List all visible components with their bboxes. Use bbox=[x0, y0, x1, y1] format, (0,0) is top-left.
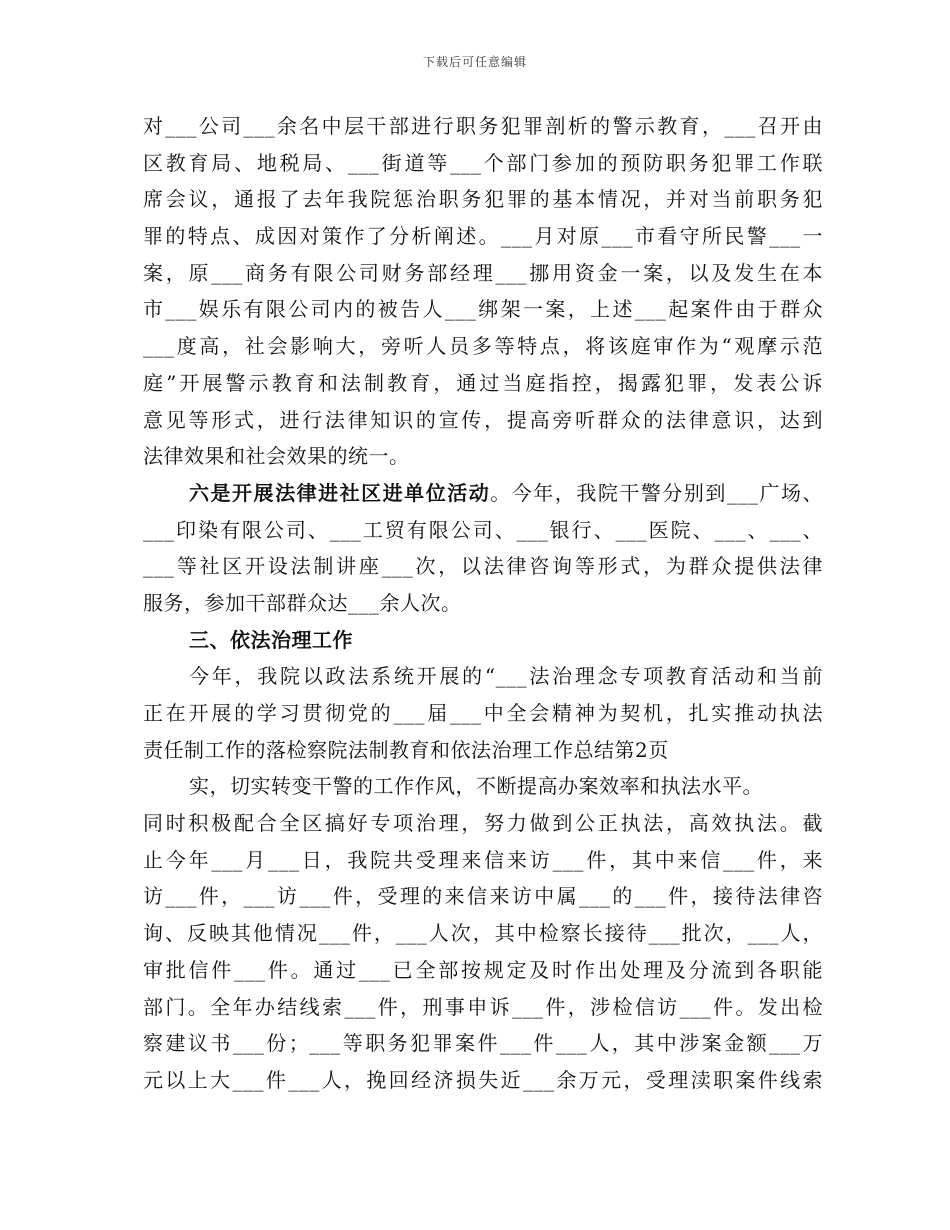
text-line: 实，切实转变干警的工作作风，不断提高办案效率和执法水平。 bbox=[189, 774, 763, 799]
text-line: 询、反映其他情况___件，___人次，其中检察长接待___批次，___人， bbox=[143, 921, 823, 946]
text-line: 席会议，通报了去年我院惩治职务犯罪的基本情况，并对当前职务犯 bbox=[143, 187, 823, 212]
text-line: 今年，我院以政法系统开展的“___法治理念专项教育活动和当前 bbox=[189, 664, 823, 689]
text-line: ___等社区开设法制讲座___次，以法律咨询等形式，为群众提供法律 bbox=[143, 554, 823, 579]
paragraph-text: 。今年，我院干警分别到___广场、 bbox=[490, 480, 823, 505]
text-line: 服务，参加干部群众达___余人次。 bbox=[143, 590, 462, 615]
text-line: 察建议书___份；___等职务犯罪案件___件___人，其中涉案金额___万 bbox=[143, 1031, 823, 1056]
text-line: 罪的特点、成因对策作了分析阐述。___月对原___市看守所民警___一 bbox=[143, 224, 823, 249]
text-line: 元以上大___件___人，挽回经济损失近___余万元，受理渎职案件线索 bbox=[143, 1067, 823, 1092]
text-line: 意见等形式，进行法律知识的宣传，提高旁听群众的法律意识，达到 bbox=[143, 407, 823, 432]
paragraph-first-line bbox=[143, 475, 823, 512]
text-line: 庭”开展警示教育和法制教育，通过当庭指控，揭露犯罪，发表公诉 bbox=[143, 370, 823, 395]
text-line: 法律效果和社会效果的统一。 bbox=[143, 444, 410, 469]
text-line: ___度高，社会影响大，旁听人员多等特点，将该庭审作为“观摩示范 bbox=[143, 334, 823, 359]
text-line: 同时积极配合全区搞好专项治理，努力做到公正执法，高效执法。截 bbox=[143, 811, 823, 836]
text-line: 责任制工作的落检察院法制教育和依法治理工作总结第2页 bbox=[143, 737, 669, 762]
text-line: 案，原___商务有限公司财务部经理___挪用资金一案，以及发生在本 bbox=[143, 260, 823, 285]
text-line: 访___件，___访___件，受理的来信来访中属___的___件，接待法律咨 bbox=[143, 884, 823, 909]
section-heading: 三、依法治理工作 bbox=[189, 627, 353, 652]
body-text bbox=[143, 108, 823, 1099]
text-line: 止今年___月___日，我院共受理来信来访___件，其中来信___件，来 bbox=[143, 847, 823, 872]
text-line: ___印染有限公司、___工贸有限公司、___银行、___医院、___、___、 bbox=[143, 517, 823, 542]
paragraph-heading: 六是开展法律进社区进单位活动 bbox=[189, 480, 491, 505]
text-line: 审批信件___件。通过___已全部按规定及时作出处理及分流到各职能 bbox=[143, 957, 823, 982]
text-line: 区教育局、地税局、___街道等___个部门参加的预防职务犯罪工作联 bbox=[143, 150, 823, 175]
text-line: 部门。全年办结线索___件，刑事申诉___件，涉检信访___件。发出检 bbox=[143, 994, 823, 1019]
text-line: 正在开展的学习贯彻党的___届___中全会精神为契机，扎实推动执法 bbox=[143, 701, 823, 725]
page-header: 下载后可任意编辑 bbox=[422, 55, 527, 69]
text-line: 市___娱乐有限公司内的被告人___绑架一案，上述___起案件由于群众 bbox=[143, 297, 823, 322]
text-line: 对___公司___余名中层干部进行职务犯罪剖析的警示教育，___召开由 bbox=[143, 114, 823, 138]
